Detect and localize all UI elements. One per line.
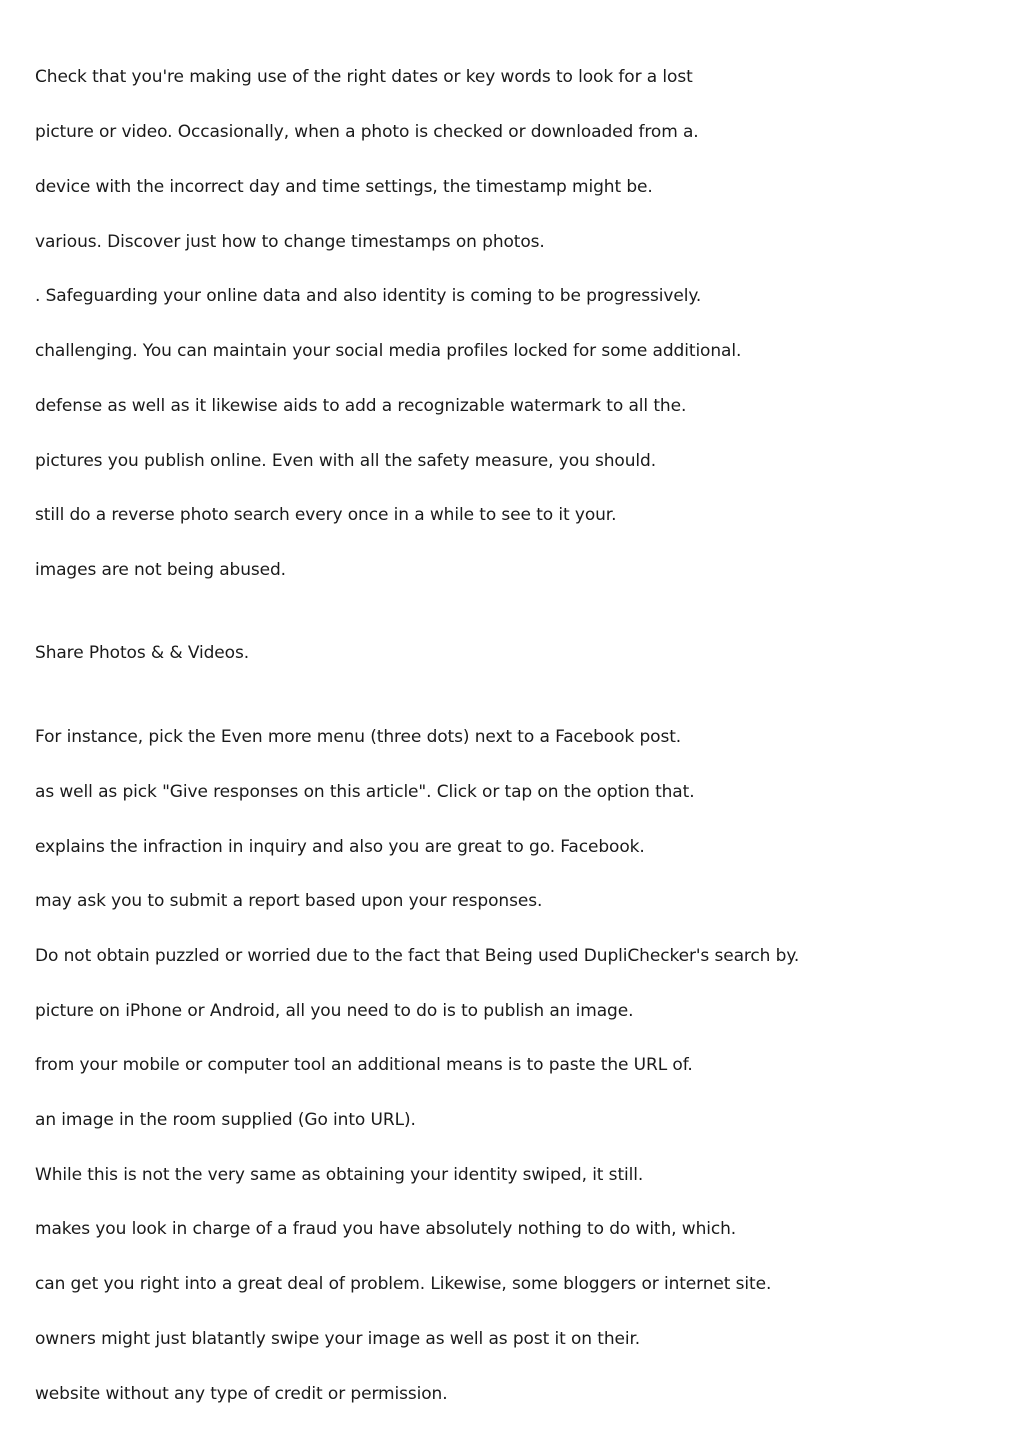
text-line: picture on iPhone or Android, all you need to do is to publish an image. — [35, 1001, 634, 1021]
section-heading: Share Photos & & Videos. — [35, 643, 250, 663]
text-line: can get you right into a great deal of problem. Likewise, some bloggers or internet site. — [35, 1274, 772, 1294]
text-line: device with the incorrect day and time settings, the timestamp might be. — [35, 177, 653, 197]
text-line: an image in the room supplied (Go into URL). — [35, 1110, 416, 1130]
text-line: still do a reverse photo search every once in a while to see to it your. — [35, 505, 617, 525]
text-line: makes you look in charge of a fraud you have absolutely nothing to do with, which. — [35, 1219, 737, 1239]
text-line: challenging. You can maintain your social media profiles locked for some additional. — [35, 341, 742, 361]
text-line: website without any type of credit or permission. — [35, 1384, 448, 1404]
text-line: as well as pick "Give responses on this article". Click or tap on the option that. — [35, 782, 695, 802]
text-line: Do not obtain puzzled or worried due to the fact that Being used DupliChecker's search by. — [35, 946, 800, 966]
text-line: picture or video. Occasionally, when a photo is checked or downloaded from a. — [35, 122, 699, 142]
text-line: owners might just blatantly swipe your image as well as post it on their. — [35, 1329, 641, 1349]
text-line: pictures you publish online. Even with all the safety measure, you should. — [35, 451, 657, 471]
text-line: For instance, pick the Even more menu (three dots) next to a Facebook post. — [35, 727, 682, 747]
text-line: . Safeguarding your online data and also identity is coming to be progressively. — [35, 286, 702, 306]
text-line: While this is not the very same as obtaining your identity swiped, it still. — [35, 1165, 644, 1185]
text-line: Check that you're making use of the right dates or key words to look for a lost — [35, 67, 693, 87]
text-line: images are not being abused. — [35, 560, 286, 580]
text-line: explains the infraction in inquiry and also you are great to go. Facebook. — [35, 837, 645, 857]
text-line: may ask you to submit a report based upon your responses. — [35, 891, 543, 911]
text-line: various. Discover just how to change timestamps on photos. — [35, 232, 545, 252]
text-line: defense as well as it likewise aids to add a recognizable watermark to all the. — [35, 396, 687, 416]
text-line: from your mobile or computer tool an additional means is to paste the URL of. — [35, 1055, 693, 1075]
